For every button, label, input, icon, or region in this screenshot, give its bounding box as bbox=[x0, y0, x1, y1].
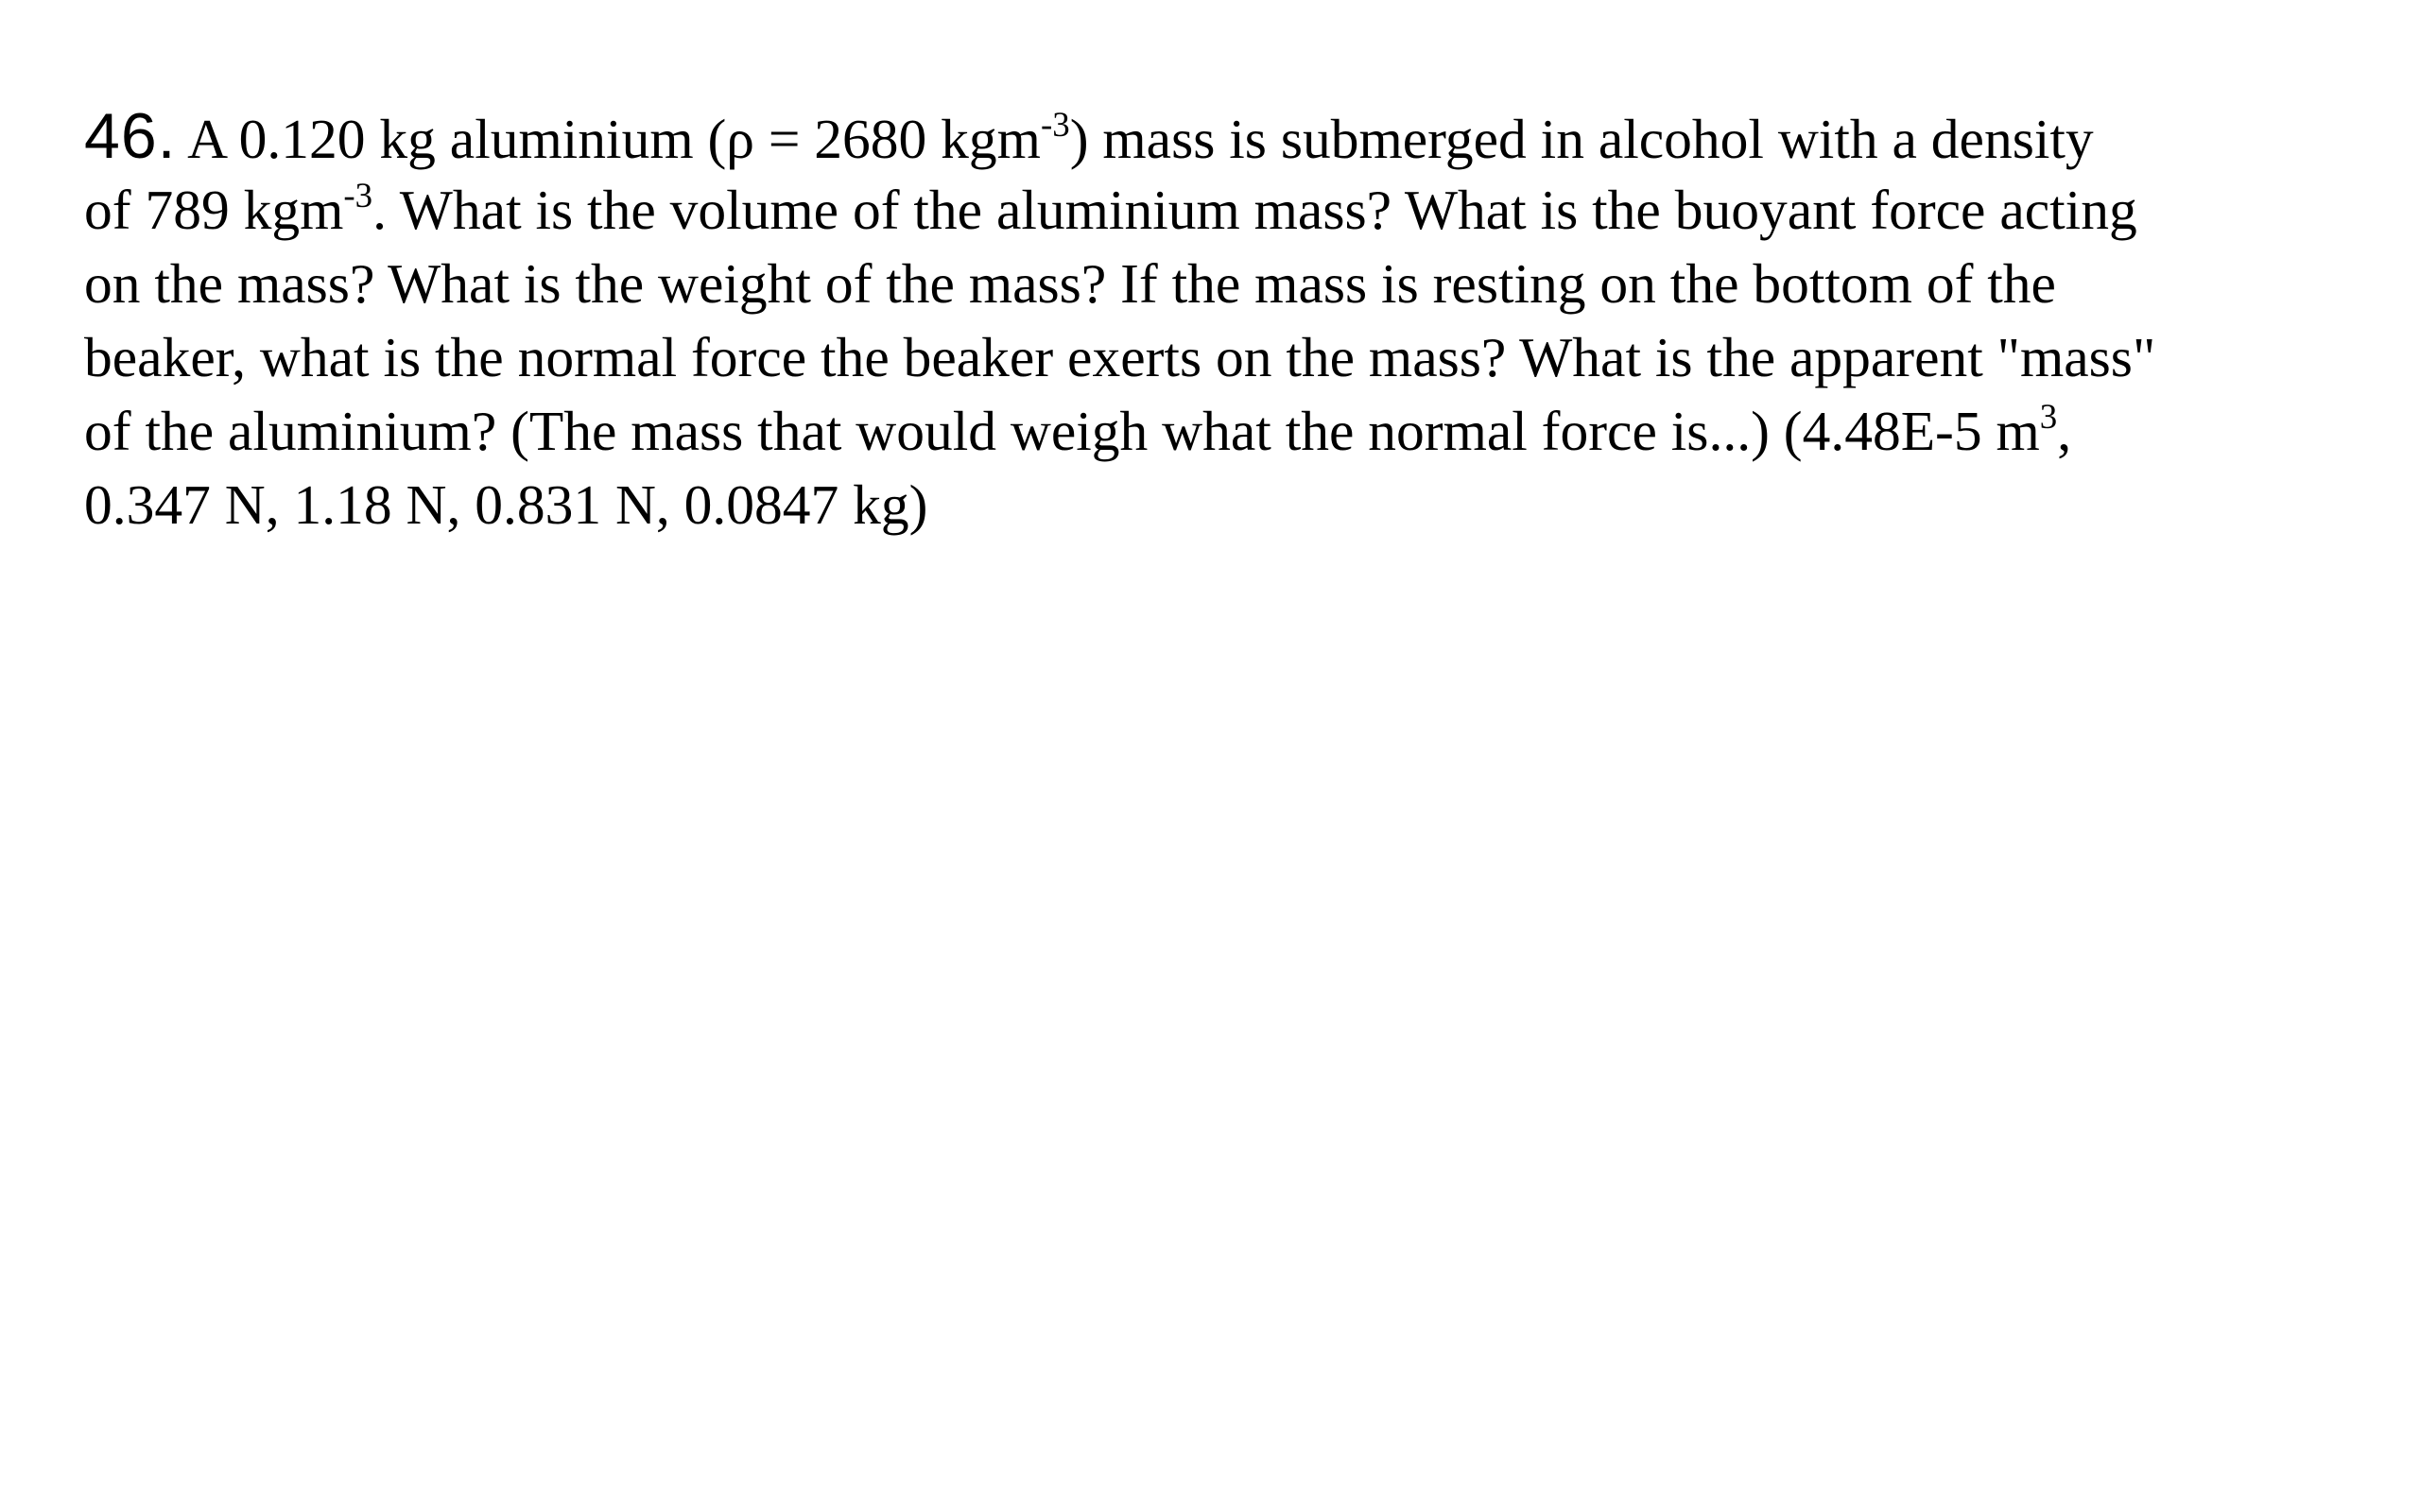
problem-line-4 bbox=[84, 320, 2372, 394]
problem-text: , bbox=[2057, 400, 2072, 462]
superscript: 3 bbox=[2039, 397, 2058, 437]
problem-text: . What is the volume of the aluminium mass? What is the buoyant force acting bbox=[372, 179, 2137, 241]
problem-line-2 bbox=[84, 173, 2372, 247]
problem-text: on the mass? What is the weight of the mass? If the mass is resting on the bottom of the bbox=[84, 252, 2056, 315]
problem-number: 46. bbox=[84, 100, 177, 172]
problem-text: ) mass is submerged in alcohol with a density bbox=[1069, 108, 2094, 170]
problem-text: beaker, what is the normal force the beaker exerts on the mass? What is the apparent "mass" bbox=[84, 326, 2156, 388]
problem-answers bbox=[84, 468, 2372, 541]
answer-text: 0.347 N, 1.18 N, 0.831 N, 0.0847 kg) bbox=[84, 473, 928, 536]
problem-line-3 bbox=[84, 247, 2372, 320]
problem-46 bbox=[84, 99, 2372, 541]
problem-line-5 bbox=[84, 394, 2372, 468]
superscript: -3 bbox=[1040, 105, 1070, 145]
problem-text: of the aluminium? (The mass that would weigh what the normal force is...) (4.48E-5 m bbox=[84, 400, 2040, 462]
problem-text: of 789 kgm bbox=[84, 179, 344, 241]
problem-line-1 bbox=[84, 99, 2372, 173]
problem-text: A 0.120 kg aluminium (ρ = 2680 kgm bbox=[176, 108, 1041, 170]
superscript: -3 bbox=[343, 176, 373, 215]
